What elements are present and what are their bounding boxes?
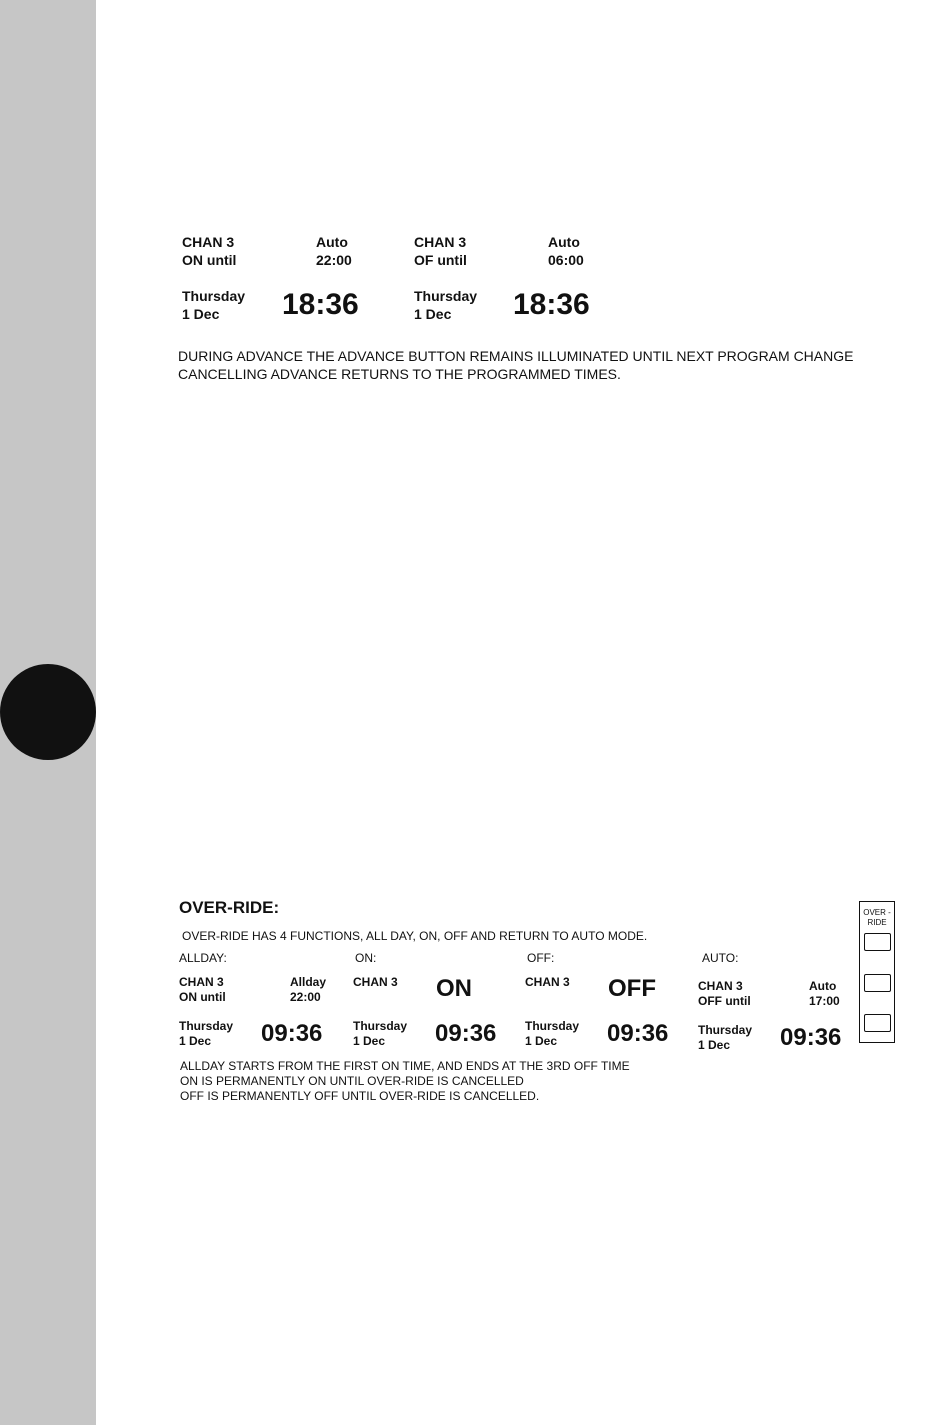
clock-time: 09:36 (435, 1020, 497, 1047)
date-label: 1 Dec (698, 1038, 731, 1052)
chan-label: CHAN 3 (353, 975, 398, 989)
section-tab-marker (0, 664, 96, 760)
mode-label: Auto (548, 234, 580, 250)
clock-time: 09:36 (607, 1020, 669, 1047)
advance-note-1: DURING ADVANCE THE ADVANCE BUTTON REMAINS ILLUMINATED UNTIL NEXT PROGRAM CHANGE (178, 348, 854, 364)
chan-label: CHAN 3 (525, 975, 570, 989)
day-label: Thursday (698, 1023, 753, 1037)
mode-label: Auto (316, 234, 348, 250)
clock-time: 18:36 (282, 288, 359, 321)
until-label: OFF until (698, 994, 751, 1008)
until-time: 06:00 (548, 252, 584, 268)
date-label: 1 Dec (179, 1034, 212, 1048)
status-label: Auto (809, 979, 837, 993)
day-label: Thursday (525, 1019, 580, 1033)
until-time: 22:00 (316, 252, 352, 268)
clock-time: 18:36 (513, 288, 590, 321)
override-button-1[interactable] (864, 933, 891, 951)
override-intro: OVER-RIDE HAS 4 FUNCTIONS, ALL DAY, ON, OFF AND RETURN TO AUTO MODE. (182, 929, 648, 943)
mode-label: AUTO: (702, 951, 739, 965)
day-label: Thursday (179, 1019, 234, 1033)
override-button-3[interactable] (864, 1014, 891, 1032)
date-label: 1 Dec (353, 1034, 386, 1048)
override-button-2[interactable] (864, 974, 891, 992)
until-label: ON until (182, 252, 237, 268)
chan-label: CHAN 3 (698, 979, 743, 993)
day-label: Thursday (414, 288, 478, 304)
chan-label: CHAN 3 (182, 234, 235, 250)
status-big: ON (436, 975, 472, 1002)
mode-label: ALLDAY: (179, 951, 227, 965)
panel-label: OVER -RIDE (863, 908, 891, 927)
override-button-panel (859, 901, 895, 1043)
override-note-3: OFF IS PERMANENTLY OFF UNTIL OVER-RIDE IS CANCELLED. (180, 1089, 540, 1103)
until-time: 22:00 (290, 990, 321, 1004)
chan-label: CHAN 3 (179, 975, 224, 989)
override-note-2: ON IS PERMANENTLY ON UNTIL OVER-RIDE IS CANCELLED (180, 1074, 524, 1088)
override-note-1: ALLDAY STARTS FROM THE FIRST ON TIME, AND ENDS AT THE 3RD OFF TIME (180, 1059, 630, 1073)
advance-note-2: CANCELLING ADVANCE RETURNS TO THE PROGRAMMED TIMES. (178, 366, 621, 382)
override-heading: OVER-RIDE: (179, 898, 280, 917)
day-label: Thursday (353, 1019, 408, 1033)
clock-time: 09:36 (780, 1024, 842, 1051)
until-label: ON until (179, 990, 226, 1004)
mode-label: ON: (355, 951, 377, 965)
date-label: 1 Dec (525, 1034, 558, 1048)
until-time: 17:00 (809, 994, 840, 1008)
status-big: OFF (608, 975, 656, 1002)
date-label: 1 Dec (182, 306, 220, 322)
status-label: Allday (290, 975, 327, 989)
mode-label: OFF: (527, 951, 555, 965)
chan-label: CHAN 3 (414, 234, 467, 250)
day-label: Thursday (182, 288, 246, 304)
until-label: OF until (414, 252, 467, 268)
date-label: 1 Dec (414, 306, 452, 322)
clock-time: 09:36 (261, 1020, 323, 1047)
